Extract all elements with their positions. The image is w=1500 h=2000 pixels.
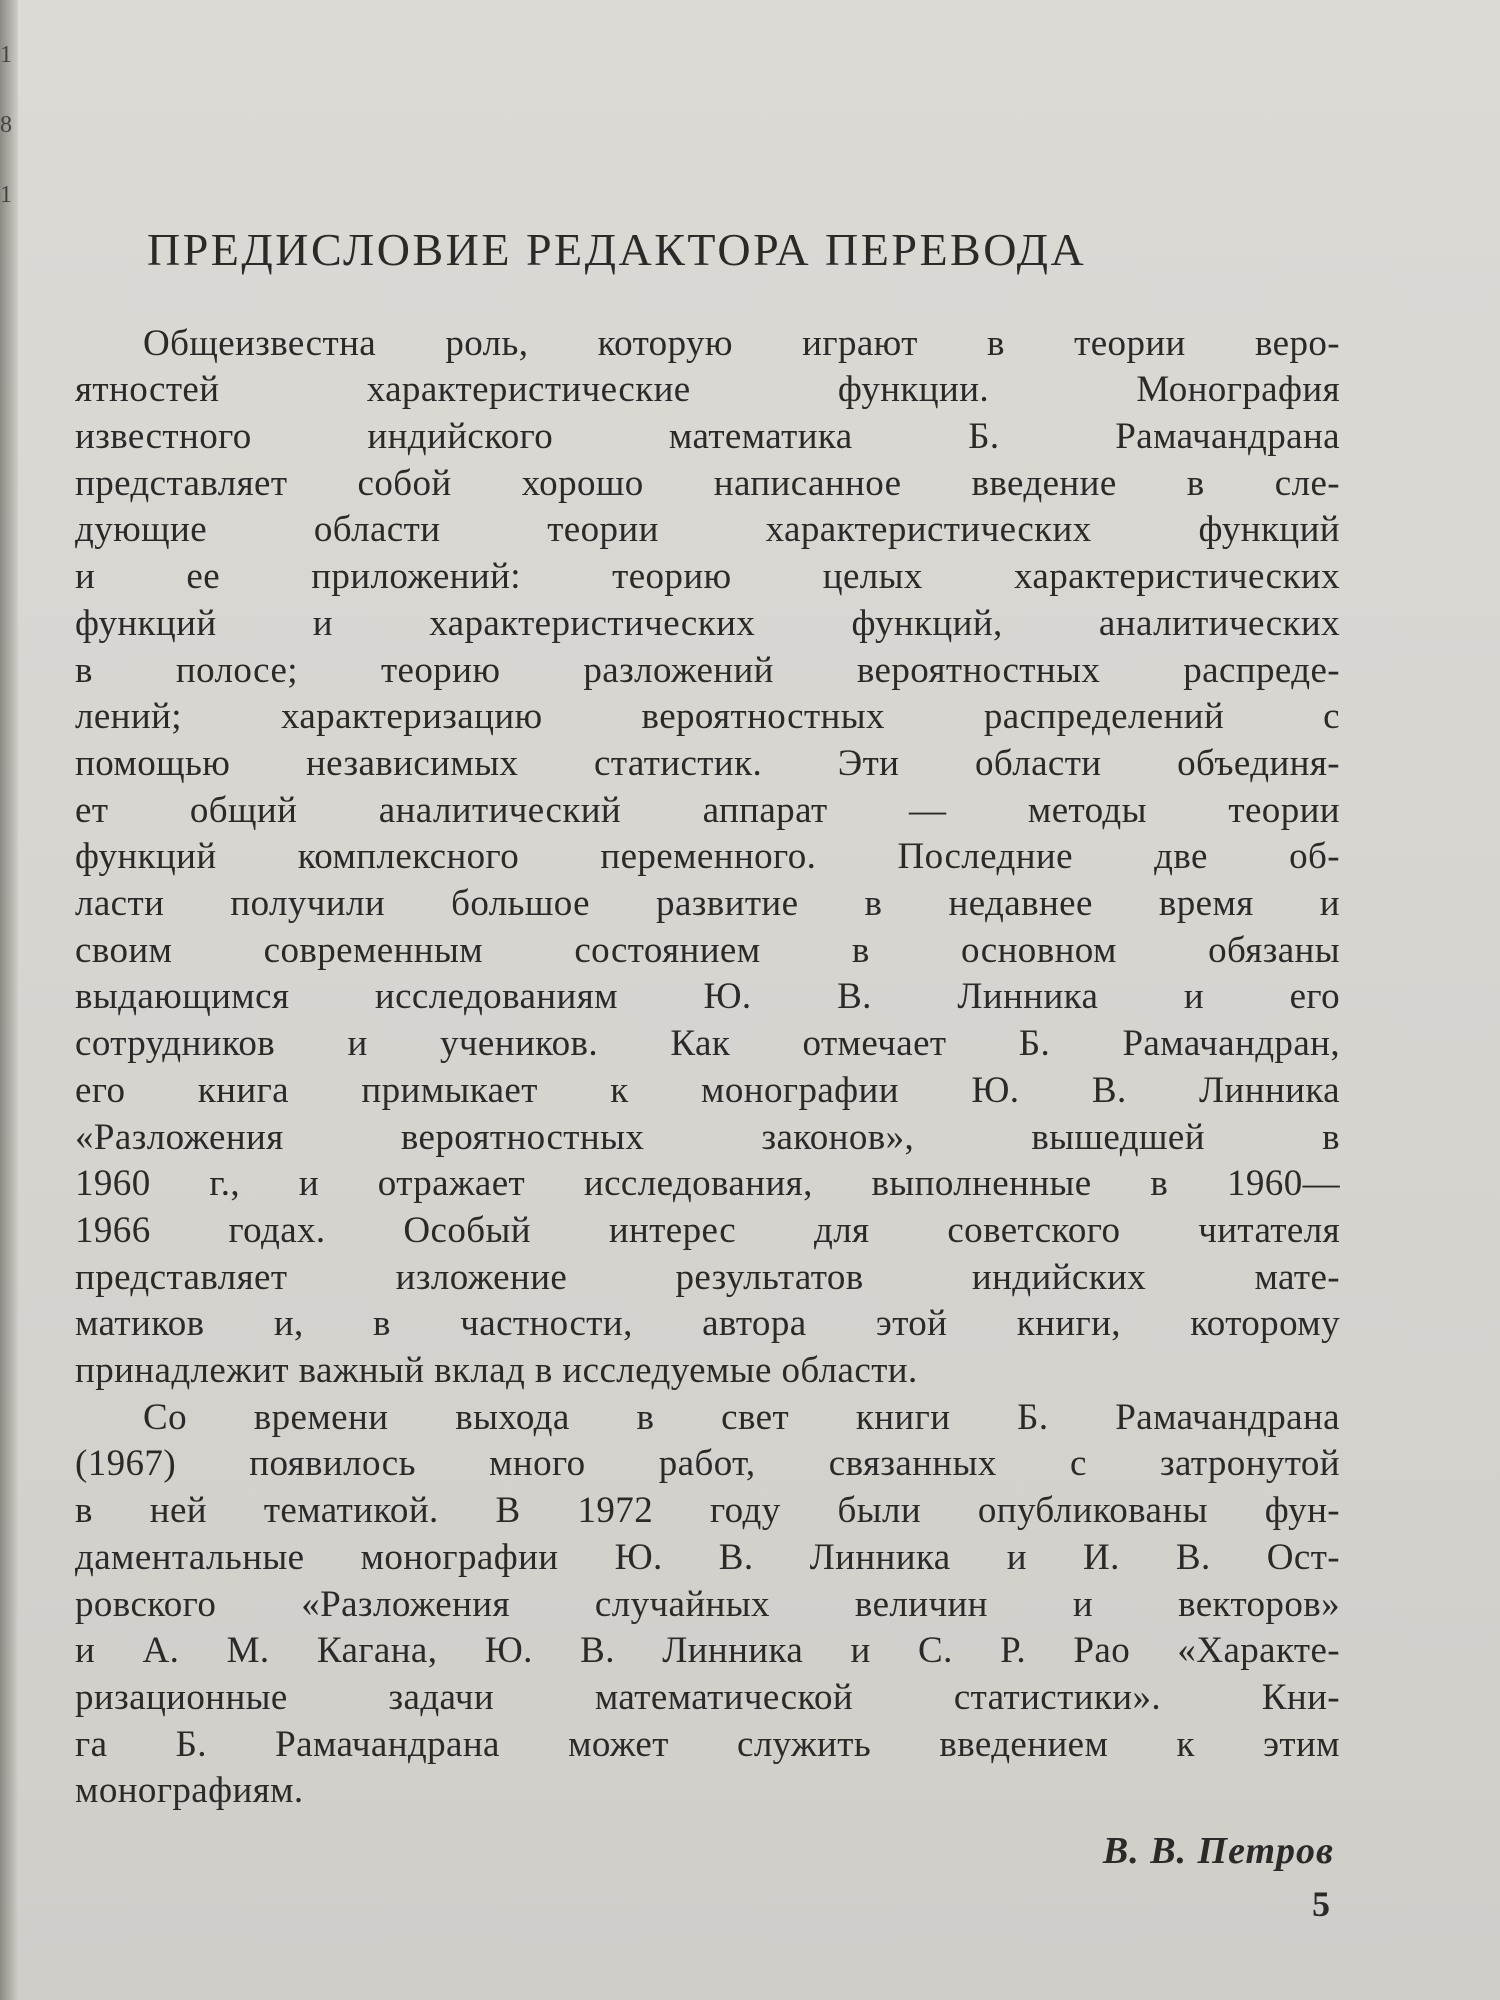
text-line: ризационные задачи математической статистики». Кни- bbox=[75, 1676, 1340, 1718]
text-line: сотрудников и учеников. Как отмечает Б. Рамачандран, bbox=[75, 1023, 1340, 1065]
text-line: в полосе; теорию разложений вероятностных распреде- bbox=[75, 649, 1340, 691]
text-line: матиков и, в частности, автора этой книги, которому bbox=[75, 1303, 1340, 1345]
text-line: 1966 годах. Особый интерес для советского читателя bbox=[75, 1209, 1340, 1251]
text-line: ровского «Разложения случайных величин и векторов» bbox=[75, 1583, 1340, 1625]
text-line: Со времени выхода в свет книги Б. Рамачандрана bbox=[143, 1396, 1340, 1438]
text-line: в ней тематикой. В 1972 году были опубликованы фун- bbox=[75, 1490, 1340, 1532]
text-line: «Разложения вероятностных законов», вышедшей в bbox=[75, 1116, 1340, 1158]
text-line: ятностей характеристические функции. Монография bbox=[75, 369, 1340, 411]
text-line: функций комплексного переменного. Последние две об- bbox=[75, 836, 1340, 878]
text-line: выдающимся исследованиям Ю. В. Линника и его bbox=[75, 976, 1340, 1018]
paragraph bbox=[75, 321, 1340, 1395]
body-text bbox=[75, 321, 1340, 1816]
text-line: даментальные монографии Ю. В. Линника и И. В. Ост- bbox=[75, 1536, 1340, 1578]
page-number: 5 bbox=[1312, 1884, 1330, 1925]
text-line: и ее приложений: теорию целых характеристических bbox=[75, 556, 1340, 598]
text-line: лений; характеризацию вероятностных распределений с bbox=[75, 696, 1340, 738]
page-heading: ПРЕДИСЛОВИЕ РЕДАКТОРА ПЕРЕВОДА bbox=[147, 224, 1087, 275]
gutter-mark: 8 bbox=[0, 112, 12, 138]
gutter-mark: 1 bbox=[0, 42, 12, 68]
text-line: монографиям. bbox=[75, 1770, 304, 1812]
text-line: принадлежит важный вклад в исследуемые области. bbox=[75, 1350, 918, 1392]
text-line: его книга примыкает к монографии Ю. В. Линника bbox=[75, 1069, 1340, 1111]
text-line: функций и характеристических функций, аналитических bbox=[75, 602, 1340, 644]
book-gutter bbox=[0, 0, 18, 2000]
text-line: и А. М. Кагана, Ю. В. Линника и С. Р. Рао «Характе- bbox=[75, 1630, 1340, 1672]
text-line: (1967) появилось много работ, связанных с затронутой bbox=[75, 1443, 1340, 1485]
text-line: га Б. Рамачандрана может служить введением к этим bbox=[75, 1723, 1340, 1765]
text-line: ет общий аналитический аппарат — методы теории bbox=[75, 789, 1340, 831]
text-line: дующие области теории характеристических функций bbox=[75, 509, 1340, 551]
text-line: 1960 г., и отражает исследования, выполненные в 1960— bbox=[75, 1163, 1340, 1205]
text-line: ласти получили большое развитие в недавнее время и bbox=[75, 883, 1340, 925]
paragraph bbox=[75, 1395, 1340, 1815]
gutter-mark: 1 bbox=[0, 182, 12, 208]
text-line: помощью независимых статистик. Эти области объединя- bbox=[75, 742, 1340, 784]
book-page bbox=[75, 225, 1340, 1925]
text-line: своим современным состоянием в основном обязаны bbox=[75, 929, 1340, 971]
text-line: представляет собой хорошо написанное введение в сле- bbox=[75, 462, 1340, 504]
text-line: представляет изложение результатов индийских мате- bbox=[75, 1256, 1340, 1298]
author-signature: В. В. Петров bbox=[1102, 1830, 1334, 1873]
gutter-marks bbox=[0, 20, 14, 230]
text-line: известного индийского математика Б. Рамачандрана bbox=[75, 416, 1340, 457]
text-line: Общеизвестна роль, которую играют в теории веро- bbox=[143, 322, 1340, 364]
